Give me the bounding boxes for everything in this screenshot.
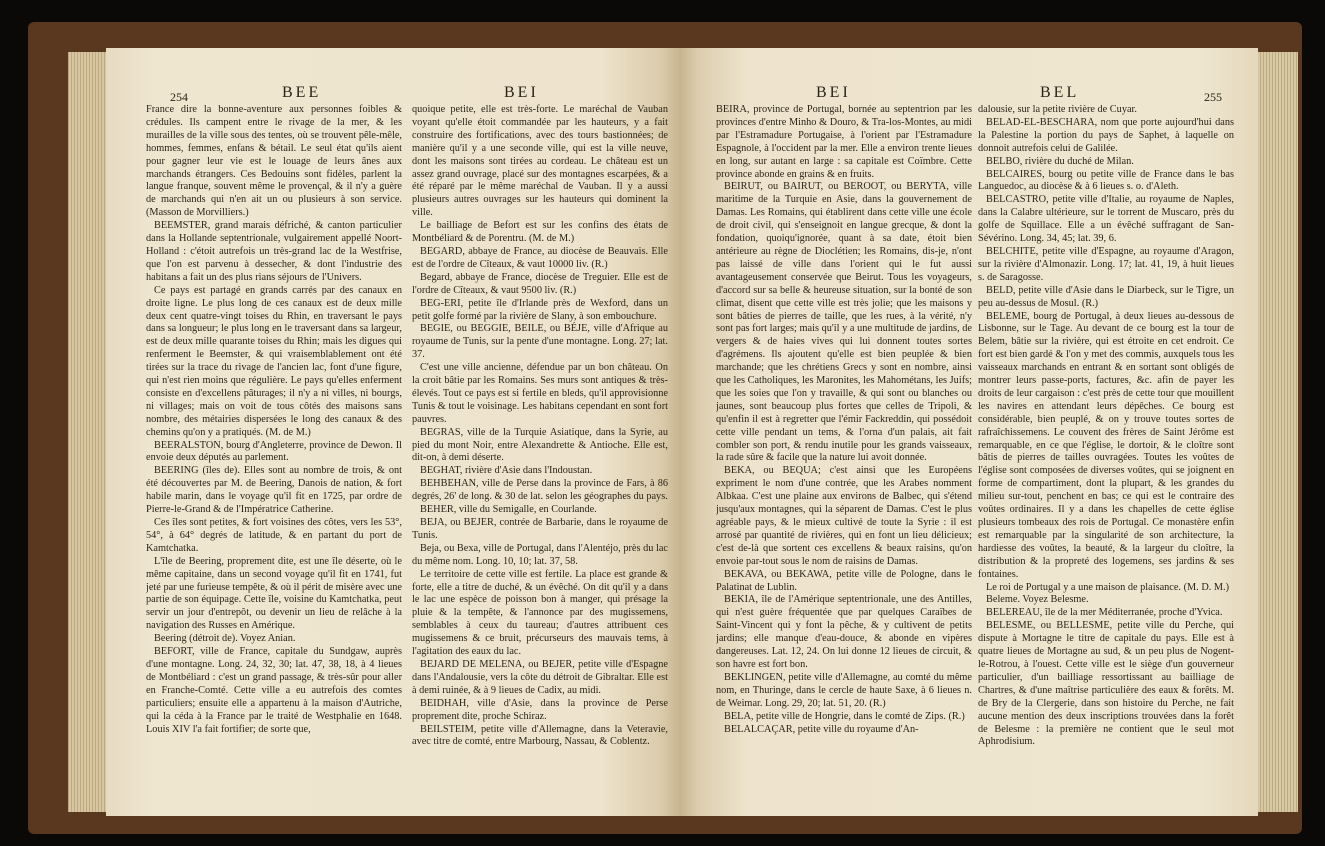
article-paragraph: Beleme. Voyez Belesme.: [986, 594, 1089, 606]
article-paragraph: Le territoire de cette ville est fertile. La place est grande & forte, elle a titre de duché, & un évêché. On dit qu'il y a dans le lac une espèce de poisson bon à manger, qui présage la pluie & la tempête, & l'annonce par des mugissemens, semblables à ceux du taureau; d'autres attribuent ces mugissemens & ce bruit, précurseurs des mauvais tems, à l'agitation des eaux du lac.: [412, 568, 668, 658]
running-head-right: BEI: [504, 84, 539, 101]
page-edges-left: [68, 52, 106, 812]
article-paragraph: BEGIE, ou BEGGIE, BEILE, ou BÉJE, ville d'Afrique au royaume de Tunis, sur la pente d'une montagne. Long. 27; lat. 37.: [412, 323, 668, 361]
open-book: [28, 22, 1302, 834]
article-paragraph: BEERING (îles de). Elles sont au nombre de trois, & ont été découvertes par M. de Beering, Danois de nation, & fort habile marin, dans le voyage qu'il fit en 1725, par ordre de Pierre-le-Grand & de l'Impératrice Catherine.: [146, 465, 402, 516]
article-paragraph: Beering (détroit de). Voyez Anian.: [154, 633, 296, 645]
article-paragraph: BELCAIRES, bourg ou petite ville de France dans le bas Languedoc, au diocèse & à 6 lieues s. o. d'Aleth.: [978, 168, 1234, 193]
article-paragraph: BEKIA, île de l'Amérique septentrionale, une des Antilles, qui n'est guère fréquentée que par quelques Caraïbes de Saint-Vincent qui y font la pêche, & y cultivent de petits jardins; elle manque d'eau-douce, & abonde en vipères dangereuses. Lat. 12, 24. On lui donne 12 lieues de circuit, & son havre est fort bon.: [716, 594, 972, 670]
article-paragraph: BELALCAÇAR, petite ville du royaume d'An-: [724, 723, 919, 735]
article-paragraph: BEJARD DE MELENA, ou BEJER, petite ville d'Espagne dans l'Andalousie, vers la côte du détroit de Gibraltar. Elle est à demi ruinée, & à 9 lieues de Cadix, au midi.: [412, 658, 668, 696]
article-paragraph: L'île de Beering, proprement dite, est une île déserte, où le même capitaine, dans un second voyage qu'il fit en 1741, fut jeté par une furieuse tempête, & où il périt de misère avec une partie de son équipage. Cette île, voisine du Kamtchatka, peut servir un jour d'entrepôt, ou devenir un lieu de relâche à la navigation des Russes en Amérique.: [146, 555, 402, 632]
running-head-left: BEE: [282, 84, 322, 101]
text-column-1: [716, 104, 972, 804]
article-paragraph: quoique petite, elle est très-forte. Le maréchal de Vauban voyant qu'elle étoit commandée par les hauteurs, y a fait construire des fortifications, avec des tours bastionnées; de manière qu'il y a une seconde ville, qui est la ville neuve, dont les maisons sont tirées au cordeau. Le château est un assez grand ouvrage, placé sur des montagnes escarpées, & a été réparé par le même maréchal de Vauban. Il y a aussi plusieurs autres ouvrages sur les hauteurs qui dominent la ville.: [412, 104, 668, 219]
text-column-2: [412, 104, 668, 804]
article-paragraph: BEIRUT, ou BAIRUT, ou BEROOT, ou BERYTA, ville maritime de la Turquie en Asie, dans la gouvernement de Damas. Les Romains, qui établirent dans cette ville une école de droit civil, qui s'enseignoit en langue grecque, & dont la fondation, quoiqu'ignorée, quant à sa date, étoit bien antérieure au règne de Dioclétien; les Romains, dis-je, n'ont pas laissé de ville dans l'orient qui le fut aussi avantageusement conservée que Beirut. Tous les voyageurs, d'accord sur sa belle & heureuse situation, sur la bonté de son climat, disent que cette ville est très jolie; que les maisons y sont bâties de pierres de taille, que les rues, à la vérité, n'y sont pas fort larges; mais qu'il y a une multitude de jardins, de vergers & de haies vives qui lui donnent toutes sortes d'agrémens. Ils ajoutent qu'elle est bien peuplée & bien marchande; que les chrétiens Grecs y sont en nombre, ainsi que les Catholiques, les Maronites, les Mahométans, les Juifs; que les soies que l'on y travaille, & qui sont ou blanches ou jaunes, sont beaucoup plus fortes que celles de Tripoli, & qu'enfin il est à regretter que l'émir Fackreddin, qui possédoit cette ville pendant un tems, & l'orna d'un palais, ait fait combler son port, & rendu inutile pour les grands vaisseaux, la rade sûre & facile que la nature lui avoit donnée.: [716, 181, 972, 464]
text-column-1: [146, 104, 402, 804]
article-paragraph: BEILSTEIM, petite ville d'Allemagne, dans la Veteravie, avec titre de comté, entre Marbourg, Nassau, & Coblentz.: [412, 723, 668, 748]
running-head-left: BEI: [816, 84, 851, 101]
article-paragraph: Ce pays est partagé en grands carrés par des canaux en droite ligne. Le plus long de ces canaux est de deux mille deux cent quatre-vingt toises du Rhin, en traversant le pays dans sa longueur; le plus long en le traversant dans sa largeur, est de deux mille quarante toises du Rhin; mais les digues qui renferment le Beemster, & qui vraisemblablement ont été tirées sur la trace du rivage de l'ancien lac, font d'une figure, qui n'est rien moins que régulière. Le pays qu'elles enferment consiste en d'excellens pâturages; il n'y a ni villes, ni bourgs, ni villages; mais on voit de tous côtés des maisons sans nombre, des métairies dispersées le long des canaux & des chemins qu'on y a pratiqués. (M. de M.): [146, 284, 402, 438]
article-paragraph: France dire la bonne-aventure aux personnes foibles & crédules. Ils campent entre le rivage de la mer, & les murailles de la ville sous des tentes, où se trouvent pêle-mêle, hommes, femmes, enfans & bétail. Le seul état qu'ils aient pour gagner leur vie est le louage de leurs ânes aux marchands étrangers. Ces Bedouins sont fidèles, parlent la langue franque, souvent même le provençal, & il n'y a guère de marchands qui n'en ait un ou plusieurs à son service. (Masson de Morvilliers.): [146, 104, 402, 219]
article-paragraph: dalousie, sur la petite rivière de Cuyar.: [978, 104, 1137, 115]
article-paragraph: BELEREAU, île de la mer Méditerranée, proche d'Yvica.: [986, 607, 1223, 619]
text-column-2: [978, 104, 1234, 804]
article-paragraph: BELESME, ou BELLESME, petite ville du Perche, qui dispute à Mortagne le titre de capitale du pays. Elle est à quatre lieues de Mortagne au sud, & un peu plus de Nogent-le-Rotrou, à l'ouest. Cette ville est le siège d'un gouverneur particulier, d'un bailliage ressortissant au bailliage de Chartres, & d'une maîtrise particulière des eaux & forêts. M. de Bry de la Clergerie, dans son histoire du Perche, ne fait aucune mention des deux inscriptions trouvées dans la forêt de Belesme : la première ne contient que le seul mot Aphrodisium.: [978, 620, 1234, 748]
article-paragraph: Ces îles sont petites, & fort voisines des côtes, vers les 53°, 54°, à 64° degrés de latitude, & en partant du port de Kamtchatka.: [146, 517, 402, 554]
article-paragraph: BEKA, ou BEQUA; c'est ainsi que les Européens expriment le nom d'une contrée, que les Arabes nomment Albkaa. C'est une plaine aux environs de Balbec, qui s'étend jusqu'aux montagnes, qui la séparent de Damas. C'est le plus agréable pays, & le mieux cultivé de toute la Syrie : il est arrosé par quantité de rivières, qui en font un lieu délicieux; c'est de-là que sortent ces excellens & beaux raisins, qu'on envoie par-tout sous le nom de raisins de Damas.: [716, 465, 972, 567]
article-paragraph: BEEMSTER, grand marais défriché, & canton particulier dans la Hollande septentrionale, vulgairement appellé Noort-Holland : c'étoit autrefois un très-grand lac de la Westfrise, que l'on est parvenu à dessecher, & dont l'industrie des habitans a fait un des plus rians séjours de l'Univers.: [146, 220, 402, 283]
article-paragraph: BELCHITE, petite ville d'Espagne, au royaume d'Aragon, sur la rivière d'Almonazir. Long. 17; lat. 41, 19, à huit lieues s. de Saragosse.: [978, 245, 1234, 283]
page-number: 254: [170, 90, 188, 104]
article-paragraph: BEHER, ville du Semigalle, en Courlande.: [420, 504, 597, 516]
running-head-right: BEL: [1040, 84, 1080, 101]
article-paragraph: BELBO, rivière du duché de Milan.: [986, 155, 1134, 167]
article-paragraph: C'est une ville ancienne, défendue par un bon château. On la croit bâtie par les Romains. Ses murs sont antiques & très-élevés. Tout ce pays est si fertile en bleds, qu'il approvisionne Tunis & tout le voisinage. Les habitans cependant en sont fort pauvres.: [412, 362, 668, 425]
article-paragraph: BEGHAT, rivière d'Asie dans l'Indoustan.: [420, 465, 593, 477]
article-paragraph: BEIDHAH, ville d'Asie, dans la province de Perse proprement dite, proche Schiraz.: [412, 697, 668, 722]
article-paragraph: BEFORT, ville de France, capitale du Sundgaw, auprès d'une montagne. Long. 24, 32, 30; lat. 47, 38, 18, à 4 lieues de Montbéliard : c'est un grand passage, & très-sûr pour aller en Franche-Comté. Cette ville a eu autrefois des comtes particuliers; ensuite elle a appartenu à la maison d'Autriche, qui la céda à la France par le traité de Westphalie en 1648. Louis XIV l'a fait fortifier; de sorte que,: [146, 646, 402, 735]
left-page: [106, 48, 680, 816]
article-paragraph: Le roi de Portugal y a une maison de plaisance. (M. D. M.): [986, 581, 1230, 593]
article-paragraph: BEIRA, province de Portugal, bornée au septentrion par les provinces d'entre Minho & Douro, & Tra-los-Montes, au midi par l'Estramadure Portugaise, à l'orient par l'Estramadure Espagnole, à l'occident par la mer. Elle a environ trente lieues en long, sur autant en large : sa capitale est Coïmbre. Cette province abonde en grains & en fruits.: [716, 104, 972, 180]
article-paragraph: BEG-ERI, petite île d'Irlande près de Wexford, dans un petit golfe formé par la rivière de Slany, à son embouchure.: [412, 297, 668, 322]
article-paragraph: BELA, petite ville de Hongrie, dans le comté de Zips. (R.): [724, 710, 965, 722]
page-edges-right: [1258, 52, 1298, 812]
article-paragraph: BEGARD, abbaye de France, au diocèse de Beauvais. Elle est de l'ordre de Cîteaux, & vaut 10000 liv. (R.): [412, 245, 668, 270]
article-paragraph: Le bailliage de Befort est sur les confins des états de Montbéliard & de Porentru. (M. de M.): [412, 220, 668, 245]
article-paragraph: Begard, abbaye de France, diocèse de Treguier. Elle est de l'ordre de Cîteaux, & vaut 9500 liv. (R.): [412, 271, 668, 296]
article-paragraph: BEERALSTON, bourg d'Angleterre, province de Dewon. Il envoie deux députés au parlement.: [146, 439, 402, 464]
article-paragraph: BEGRAS, ville de la Turquie Asiatique, dans la Syrie, au pied du mont Noir, entre Alexandrette & Antioche. Elle est, dit-on, à demi déserte.: [412, 426, 668, 464]
article-paragraph: BELD, petite ville d'Asie dans le Diarbeck, sur le Tigre, un peu au-dessus de Mosul. (R.): [978, 284, 1234, 309]
article-paragraph: BELCASTRO, petite ville d'Italie, au royaume de Naples, dans la Calabre ultérieure, sur le torrent de Muscaro, près du golfe de Squillace. Elle a un évêché suffragant de San-Sévérino. Long. 34, 45; lat. 39, 6.: [978, 194, 1234, 245]
page-number: 255: [1204, 90, 1222, 104]
article-paragraph: BELAD-EL-BESCHARA, nom que porte aujourd'hui dans la Palestine la portion du pays de Saphet, à laquelle on donnoit autrefois celui de Galilée.: [978, 116, 1234, 154]
right-page: [680, 48, 1258, 816]
article-paragraph: BEKAVA, ou BEKAWA, petite ville de Pologne, dans le Palatinat de Lublin.: [716, 568, 972, 593]
article-paragraph: BELEME, bourg de Portugal, à deux lieues au-dessous de Lisbonne, sur le Tage. Au devant de ce bourg est la tour de Belem, bâtie sur la rivière, qui est étroite en cet endroit. Ce fort est bien gardé & l'on y met des commis, auxquels tous les vaisseaux marchands en entrant & en sortant sont obligés de montrer leurs passe-ports, factures, &c. afin de payer les droits de leur cargaison : c'est près de cette tour que mouillent les navires en attendant leurs dépêches. Ce bourg est considérable, bien peuplé, & on y trouve toutes sortes de rafraîchissemens. Le couvent des frères de Saint Jérôme est remarquable, en ce que l'église, le dortoir, & le cloître sont bâtis de pierres de tailles ouvragées. Toutes les voûtes de l'église sont composées de diverses voûtes, qui se joignent en forme de compartiment, dont la plupart, & les grandes du milieu sur-tout, penchent en bas; ce qui est le contraire des voûtes ordinaires. Il y a dans les chapelles de cette église plusieurs tombeaux des rois de Portugal. Ce monastère enfin est remarquable par la singularité de son architecture, la hardiesse des voûtes, la beauté, & la largeur du cloître, la distribution & la propreté des logemens, ses jardins & ses fontaines.: [978, 310, 1234, 580]
article-paragraph: BEJA, ou BEJER, contrée de Barbarie, dans le royaume de Tunis.: [412, 517, 668, 541]
article-paragraph: BEKLINGEN, petite ville d'Allemagne, au comté du même nom, en Thuringe, dans le cercle de haute Saxe, à 6 lieues n. de Weimar. Long. 29, 20; lat. 51, 20. (R.): [716, 671, 972, 709]
article-paragraph: Beja, ou Bexa, ville de Portugal, dans l'Alentéjo, près du lac du même nom. Long. 10, 10; lat. 37, 58.: [412, 542, 668, 567]
article-paragraph: BEHBEHAN, ville de Perse dans la province de Fars, à 86 degrés, 26' de long. & 30 de lat. selon les géographes du pays.: [412, 478, 668, 503]
